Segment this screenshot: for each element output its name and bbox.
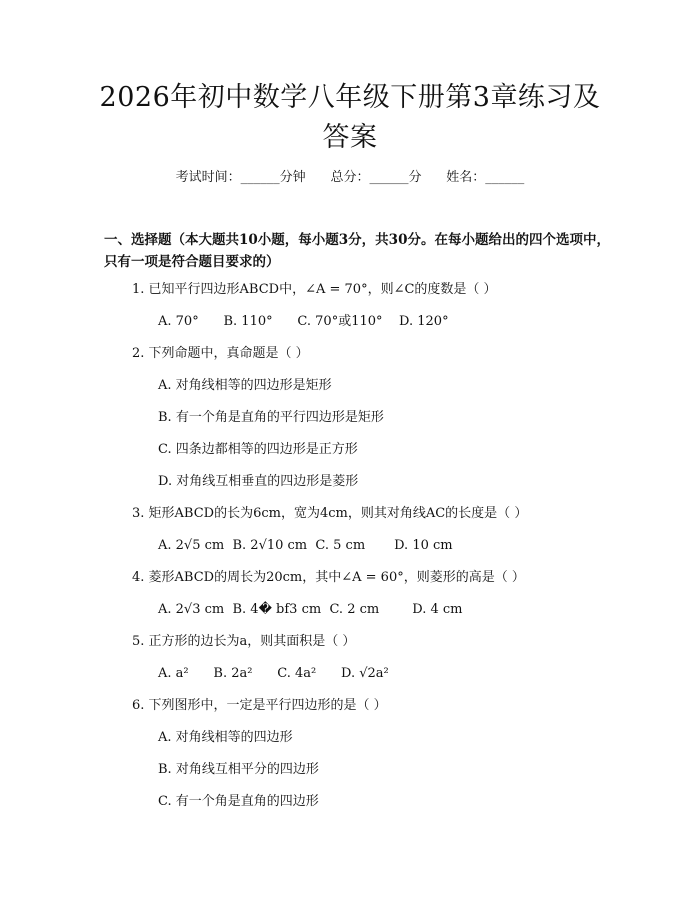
exam-info-line: [0, 169, 700, 187]
question-stem: 5. 正方形的边长为a，则其面积是（ ）: [132, 634, 356, 649]
question-stem: 1. 已知平行四边形ABCD中，∠A = 70°，则∠C的度数是（ ）: [132, 282, 497, 297]
exam-time-field: 考试时间：______分钟: [175, 170, 306, 185]
question-option: B. 对角线互相平分的四边形: [158, 762, 319, 777]
question-option: A. 对角线相等的四边形: [158, 730, 293, 745]
question-stem: 3. 矩形ABCD的长为6cm，宽为4cm，则其对角线AC的长度是（ ）: [132, 506, 528, 521]
page-title: 2026年初中数学八年级下册第3章练习及答案: [99, 82, 601, 153]
question-option: C. 四条边都相等的四边形是正方形: [158, 442, 358, 457]
question-options-line: A. a² B. 2a² C. 4a² D. √2a²: [158, 666, 389, 681]
section-heading-multiple-choice: 一、选择题（本大题共10小题，每小题3分，共30分。在每小题给出的四个选项中，只有一项是符合题目要求的）: [104, 232, 610, 270]
question-stem: 6. 下列图形中，一定是平行四边形的是（ ）: [132, 698, 387, 713]
question-option: A. 对角线相等的四边形是矩形: [158, 378, 332, 393]
total-score-field: 总分：______分: [330, 170, 422, 185]
question-option: B. 有一个角是直角的平行四边形是矩形: [158, 410, 384, 425]
question-options-line: A. 2√3 cm B. 4� bf3 cm C. 2 cm D. 4 cm: [158, 602, 463, 617]
question-option: C. 有一个角是直角的四边形: [158, 794, 319, 809]
question-option: D. 对角线互相垂直的四边形是菱形: [158, 474, 359, 489]
question-stem: 4. 菱形ABCD的周长为20cm，其中∠A = 60°，则菱形的高是（ ）: [132, 570, 525, 585]
question-options-line: A. 2√5 cm B. 2√10 cm C. 5 cm D. 10 cm: [158, 538, 453, 553]
question-options-line: A. 70° B. 110° C. 70°或110° D. 120°: [158, 314, 449, 329]
question-stem: 2. 下列命题中，真命题是（ ）: [132, 346, 309, 361]
student-name-field: 姓名：______: [446, 170, 525, 185]
